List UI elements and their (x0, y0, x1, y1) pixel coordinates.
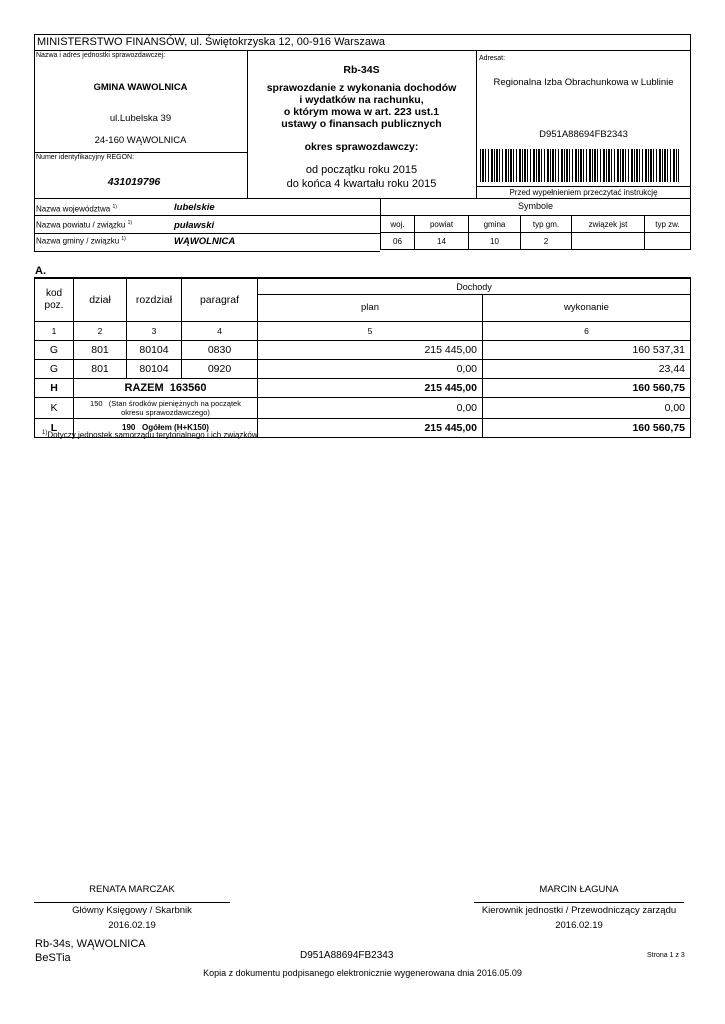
symbol-value (645, 233, 691, 250)
stan-row (35, 398, 691, 419)
header-paragraf: paragraf (182, 279, 258, 322)
footer-copy-note: Kopia z dokumentu podpisanego elektronicznie wygenerowana dnia 2016.05.09 (203, 968, 522, 978)
symbol-value: 10 (469, 233, 521, 250)
ogolem-plan: 215 445,00 (258, 419, 483, 438)
signer-right-role: Kierownik jednostki / Przewodniczący zarządu (481, 905, 677, 916)
footer-doc-id: D951A88694FB2343 (300, 950, 394, 961)
symbol-header: woj. (381, 216, 415, 233)
ogolem-label: 190 Ogółem (H+K150) (74, 419, 258, 438)
signature-line-right (474, 902, 684, 903)
symbol-value: 2 (521, 233, 572, 250)
stan-label: 150 (Stan środków pieniężnych na początek okresu sprawozdawczego) (74, 398, 258, 419)
regon-label: Numer identyfikacyjny REGON: (36, 154, 135, 161)
col-divider-right (476, 50, 477, 199)
ogolem-wykonanie: 160 560,75 (483, 419, 691, 438)
stan-plan: 0,00 (258, 398, 483, 419)
ministry-address: MINISTERSTWO FINANSÓW, ul. Świętokrzyska 12, 00-916 Warszawa (37, 36, 386, 48)
county-label: Nazwa powiatu / związku $^{1)}$ (36, 220, 133, 230)
table-row (35, 360, 691, 379)
cell-paragraf: 0830 (182, 341, 258, 360)
column-number: 2 (74, 322, 127, 341)
cell-paragraf: 0920 (182, 360, 258, 379)
cell-kod: H (35, 379, 74, 398)
report-title-1: sprawozdanie z wykonania dochodów (266, 82, 457, 94)
signer-left-role: Główny Księgowy / Skarbnik (72, 905, 192, 916)
signer-left-name: RENATA MARCZAK (89, 884, 175, 895)
column-number: 4 (182, 322, 258, 341)
county-value: puławski (174, 220, 215, 231)
region-underline-2 (34, 233, 380, 234)
report-title-3: o którym mowa w art. 223 ust.1 (283, 106, 440, 118)
addressee: Regionalna Izba Obrachunkowa w Lublinie (493, 77, 674, 88)
razem-wykonanie: 160 560,75 (483, 379, 691, 398)
signer-right-name: MARCIN ŁAGUNA (539, 884, 619, 895)
symbol-header: gmina (469, 216, 521, 233)
header-dochody: Dochody (258, 279, 691, 295)
unit-name: GMINA WAWOLNICA (93, 82, 188, 93)
stan-wykonanie: 0,00 (483, 398, 691, 419)
doc-id: D951A88694FB2343 (539, 129, 628, 140)
column-number: 1 (35, 322, 74, 341)
cell-wykonanie: 23,44 (483, 360, 691, 379)
column-numbers-row (35, 322, 691, 341)
footer-page-number: Strona 1 z 3 (647, 952, 685, 959)
report-code: Rb-34S (343, 64, 380, 76)
commune-value: WĄWOLNICA (174, 236, 236, 247)
signer-right-date: 2016.02.19 (555, 920, 603, 931)
header-rozdzial: rozdział (127, 279, 182, 322)
region-block (34, 199, 380, 251)
instruction-divider (476, 186, 691, 187)
symbol-value (572, 233, 645, 250)
section-label: A. (35, 265, 46, 277)
footer-system: BeSTia (35, 952, 71, 964)
header-plan: plan (258, 295, 483, 322)
cell-dzial: 801 (74, 341, 127, 360)
table-row (35, 341, 691, 360)
revenue-table (34, 278, 691, 438)
report-title-4: ustawy o finansach publicznych (281, 118, 442, 130)
period-label: okres sprawozdawczy: (304, 141, 419, 153)
cell-rozdzial: 80104 (127, 360, 182, 379)
voivodeship-value: lubelskie (174, 202, 215, 213)
symbol-header: powiat (415, 216, 469, 233)
period-from: od początku roku 2015 (305, 164, 418, 176)
regon-value: 431019796 (107, 176, 161, 188)
voivodeship-label: Nazwa województwa $^{1)}$ (36, 204, 117, 214)
regon-divider (34, 152, 247, 153)
cell-kod: L (35, 419, 74, 438)
symbol-header: typ zw. (645, 216, 691, 233)
header-kod-poz: kod poz. (35, 279, 74, 322)
cell-wykonanie: 160 537,31 (483, 341, 691, 360)
header-wykonanie: wykonanie (483, 295, 691, 322)
commune-label: Nazwa gminy / związku $^{1)}$ (36, 236, 126, 246)
region-left-border (34, 199, 35, 251)
column-number: 3 (127, 322, 182, 341)
unit-city: 24-160 WĄWOLNICA (94, 135, 187, 146)
symbol-header: typ gm. (521, 216, 572, 233)
unit-label: Nazwa i adres jednostki sprawozdawczej: (36, 52, 166, 59)
cell-kod: G (35, 341, 74, 360)
addressee-label: Adresat: (479, 55, 506, 62)
cell-plan: 215 445,00 (258, 341, 483, 360)
symbol-value: 06 (381, 233, 415, 250)
symbols-header-row (381, 216, 691, 233)
cell-dzial: 801 (74, 360, 127, 379)
header-dzial: dział (74, 279, 127, 322)
symbol-value: 14 (415, 233, 469, 250)
symbol-header: związek jst (572, 216, 645, 233)
instruction-note: Przed wypełnieniem przeczytać instrukcję (509, 188, 658, 197)
signature-line-left (34, 902, 230, 903)
razem-label: RAZEM 163560 (74, 379, 258, 398)
footer-doc-name: Rb-34s, WĄWOLNICA (35, 938, 146, 950)
symbols-value-row (381, 233, 691, 250)
symbols-table (380, 215, 691, 250)
region-underline-3 (34, 251, 380, 252)
table-header-row (35, 279, 691, 295)
period-to: do końca 4 kwartału roku 2015 (286, 178, 437, 190)
column-number: 5 (258, 322, 483, 341)
cell-rozdzial: 80104 (127, 341, 182, 360)
razem-plan: 215 445,00 (258, 379, 483, 398)
header-divider (34, 50, 691, 51)
region-underline-1 (34, 215, 380, 216)
column-number: 6 (483, 322, 691, 341)
report-title-2: i wydatków na rachunku, (299, 94, 424, 106)
unit-street: ul.Lubelska 39 (109, 113, 172, 124)
razem-row (35, 379, 691, 398)
barcode-image (480, 149, 679, 182)
symbols-title: Symbole (380, 199, 691, 216)
signer-left-date: 2016.02.19 (108, 920, 156, 931)
cell-kod: G (35, 360, 74, 379)
cell-plan: 0,00 (258, 360, 483, 379)
footnote: $^{1)}$Dotyczy jednostek samorządu terytorialnego i ich związków (42, 430, 258, 440)
cell-kod: K (35, 398, 74, 419)
